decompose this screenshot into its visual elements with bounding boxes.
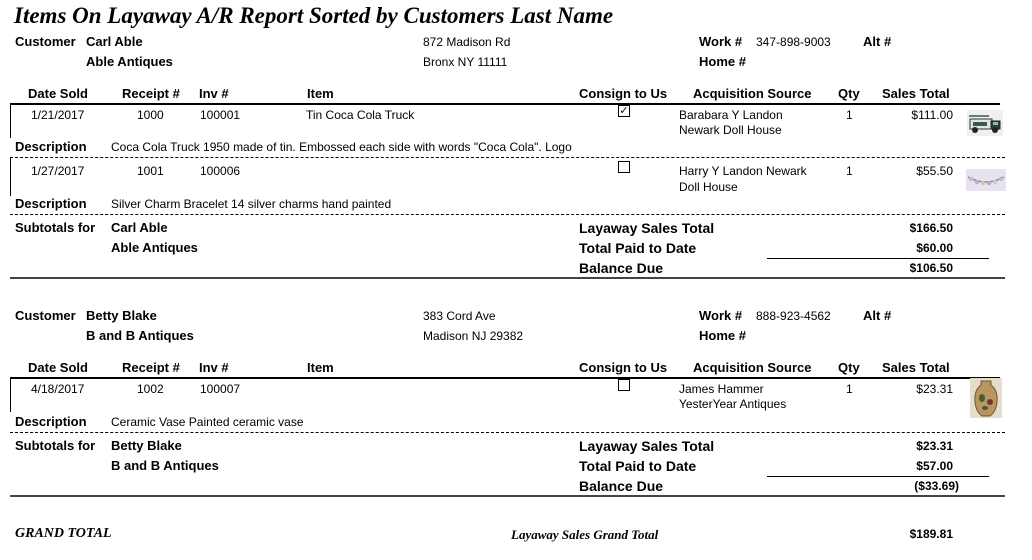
date-sold: 1/27/2017 [31,164,85,178]
subtotal-customer-name: Betty Blake [111,438,182,453]
work-label: Work # [699,308,743,323]
qty: 1 [846,108,853,122]
description-label: Description [15,196,87,211]
description-text: Silver Charm Bracelet 14 silver charms hand painted [111,197,392,211]
description-label: Description [15,414,87,429]
receipt-number: 1002 [137,382,164,396]
acq-source-line1: Barabara Y Landon [679,108,783,122]
receipt-number: 1001 [137,164,164,178]
layaway-grand-total-label: Layaway Sales Grand Total [511,527,659,542]
col-acq-source: Acquisition Source [693,360,812,375]
row-bracket [10,104,11,138]
header-rule [10,377,1000,379]
col-acq-source: Acquisition Source [693,86,812,101]
work-label: Work # [699,34,743,49]
date-sold: 1/21/2017 [31,108,85,122]
section-rule [10,277,1005,279]
acq-source-line2: Newark Doll House [679,123,782,137]
layaway-sales-total-label: Layaway Sales Total [579,220,715,236]
row-bracket [10,158,11,196]
col-inv: Inv # [199,86,229,101]
col-item: Item [307,86,334,101]
acq-source-line1: Harry Y Landon Newark [679,164,807,178]
subtotal-company: B and B Antiques [111,458,219,473]
col-receipt: Receipt # [122,86,180,101]
col-sales-total: Sales Total [882,360,950,375]
subtotal-rule [767,258,989,259]
row-bracket [10,378,11,412]
total-paid-value: $57.00 [916,459,953,473]
vase-thumbnail [970,378,1002,418]
row-divider [10,157,1005,158]
alt-label: Alt # [863,308,892,323]
customer-label: Customer [15,34,76,49]
customer-address1: 383 Cord Ave [423,309,496,323]
truck-thumbnail [967,110,1003,136]
layaway-sales-total-label: Layaway Sales Total [579,438,715,454]
home-label: Home # [699,328,746,343]
acq-source-line1: James Hammer [679,382,764,396]
section-rule [10,495,1005,497]
total-paid-label: Total Paid to Date [579,458,697,474]
col-consign: Consign to Us [579,360,668,375]
sales-total: $111.00 [911,108,953,122]
description-text: Coca Cola Truck 1950 made of tin. Embossed each side with words "Coca Cola". Logo [111,140,572,154]
balance-due-value: ($33.69) [914,479,959,493]
date-sold: 4/18/2017 [31,382,85,396]
row-divider [10,432,1005,433]
inv-number: 100001 [200,108,241,122]
col-item: Item [307,360,334,375]
total-paid-value: $60.00 [916,241,953,255]
report-title: Items On Layaway A/R Report Sorted by Customers Last Name [14,3,614,28]
row-divider [10,214,1005,215]
subtotal-company: Able Antiques [111,240,198,255]
customer-address1: 872 Madison Rd [423,35,511,49]
customer-name: Carl Able [86,34,143,49]
grand-total-label: GRAND TOTAL [15,526,112,541]
subtotal-customer-name: Carl Able [111,220,168,235]
sales-total: $23.31 [916,382,953,396]
total-paid-label: Total Paid to Date [579,240,697,256]
col-consign: Consign to Us [579,86,668,101]
consign-checkbox[interactable]: ✓ [619,105,629,117]
acq-source-line2: YesterYear Antiques [679,397,787,411]
customer-company: B and B Antiques [86,328,194,343]
item-name: Tin Coca Cola Truck [306,108,415,122]
customer-company: Able Antiques [86,54,173,69]
home-label: Home # [699,54,746,69]
col-qty: Qty [838,360,860,375]
grand-total-value: $189.81 [909,527,953,541]
inv-number: 100007 [200,382,241,396]
work-phone: 888-923-4562 [756,309,831,323]
description-label: Description [15,139,87,154]
customer-address2: Madison NJ 29382 [423,329,524,343]
col-receipt: Receipt # [122,360,180,375]
qty: 1 [846,382,853,396]
customer-address2: Bronx NY 11111 [423,55,508,69]
balance-due-value: $106.50 [909,261,953,275]
customer-name: Betty Blake [86,308,157,323]
sales-total: $55.50 [916,164,953,178]
subtotals-label: Subtotals for [15,438,96,453]
balance-due-label: Balance Due [579,260,664,276]
header-rule [10,103,1000,105]
bracelet-thumbnail [966,169,1006,191]
col-inv: Inv # [199,360,229,375]
acq-source-line2: Doll House [679,180,738,194]
col-date-sold: Date Sold [28,360,88,375]
consign-checkbox[interactable] [618,161,630,173]
work-phone: 347-898-9003 [756,35,831,49]
inv-number: 100006 [200,164,241,178]
col-date-sold: Date Sold [28,86,88,101]
layaway-sales-total-value: $166.50 [909,221,953,235]
customer-label: Customer [15,308,76,323]
qty: 1 [846,164,853,178]
alt-label: Alt # [863,34,892,49]
col-sales-total: Sales Total [882,86,950,101]
receipt-number: 1000 [137,108,164,122]
subtotals-label: Subtotals for [15,220,96,235]
consign-checkbox[interactable] [618,379,630,391]
balance-due-label: Balance Due [579,478,664,494]
layaway-sales-total-value: $23.31 [916,439,953,453]
col-qty: Qty [838,86,860,101]
description-text: Ceramic Vase Painted ceramic vase [111,415,304,429]
subtotal-rule [767,476,989,477]
